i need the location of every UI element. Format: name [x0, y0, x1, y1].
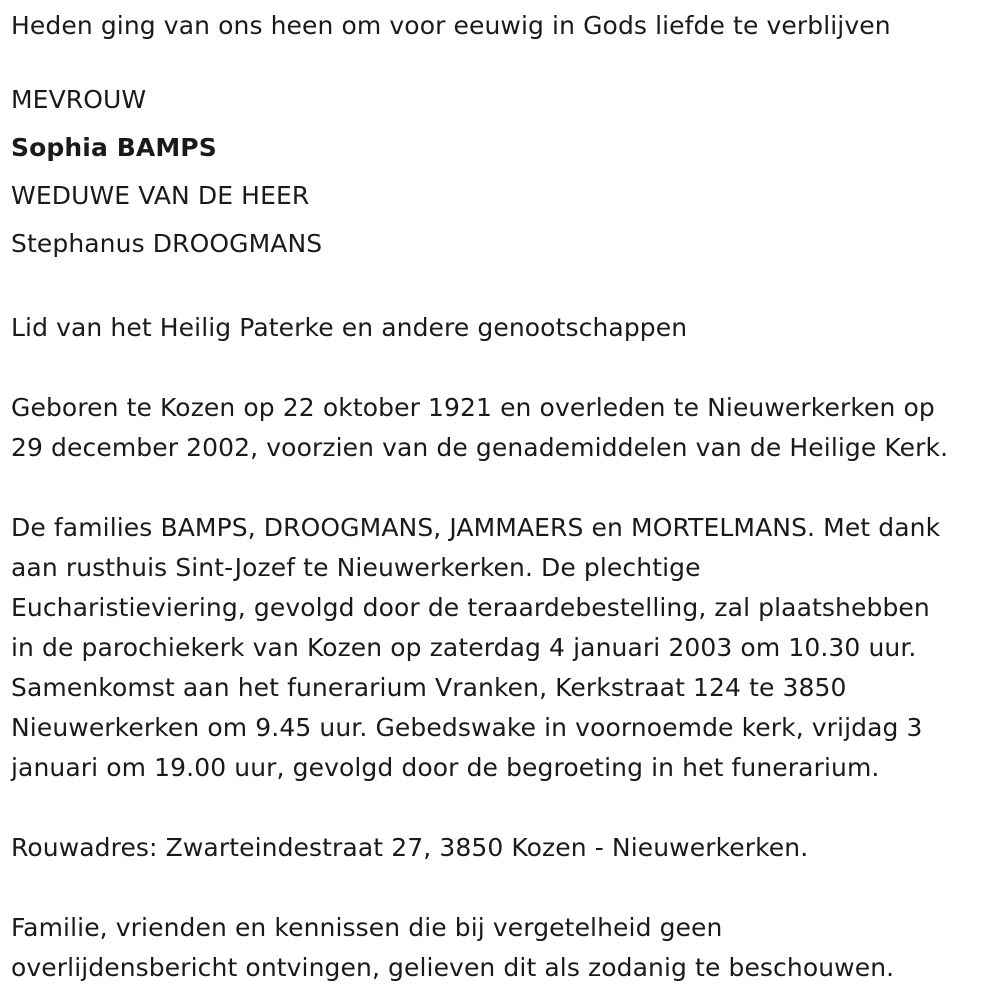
mourning-address: Rouwadres: Zwarteindestraat 27, 3850 Kozen - Nieuwerkerken.: [11, 833, 809, 862]
death-notice: [11, 6, 996, 988]
paragraph-line: Eucharistieviering, gevolgd door de teraardebestelling, zal plaatshebben: [11, 593, 930, 622]
paragraph-line: De families BAMPS, DROOGMANS, JAMMAERS en MORTELMANS. Met dank: [11, 513, 941, 542]
spacer: [11, 468, 996, 508]
paragraph-line: Geboren te Kozen op 22 oktober 1921 en overleden te Nieuwerkerken op: [11, 393, 935, 422]
paragraph-line: januari om 19.00 uur, gevolgd door de begroeting in het funerarium.: [11, 753, 880, 782]
spacer: [11, 46, 996, 76]
paragraph-line: in de parochiekerk van Kozen op zaterdag 4 januari 2003 om 10.30 uur.: [11, 633, 917, 662]
paragraph-line: overlijdensbericht ontvingen, gelieven dit als zodanig te beschouwen.: [11, 953, 895, 982]
deceased-name: Sophia BAMPS: [11, 133, 217, 162]
intro-line: Heden ging van ons heen om voor eeuwig in Gods liefde te verblijven: [11, 11, 891, 40]
paragraph-line: Samenkomst aan het funerarium Vranken, Kerkstraat 124 te 3850: [11, 673, 847, 702]
spacer: [11, 788, 996, 828]
spacer: [11, 868, 996, 908]
spouse-name: Stephanus DROOGMANS: [11, 229, 323, 258]
relation-line: WEDUWE VAN DE HEER: [11, 181, 310, 210]
paragraph-line: Nieuwerkerken om 9.45 uur. Gebedswake in voornoemde kerk, vrijdag 3: [11, 713, 923, 742]
paragraph-line: aan rusthuis Sint-Jozef te Nieuwerkerken. De plechtige: [11, 553, 701, 582]
spacer: [11, 268, 996, 308]
name-block: [11, 76, 996, 268]
spacer: [11, 348, 996, 388]
birth-death-paragraph: [11, 388, 996, 468]
paragraph-line: 29 december 2002, voorzien van de genademiddelen van de Heilige Kerk.: [11, 433, 949, 462]
title-line: MEVROUW: [11, 85, 147, 114]
membership-line: Lid van het Heilig Paterke en andere genootschappen: [11, 313, 688, 342]
paragraph-line: Familie, vrienden en kennissen die bij vergetelheid geen: [11, 913, 723, 942]
closing-paragraph: [11, 908, 996, 988]
families-service-paragraph: [11, 508, 996, 788]
